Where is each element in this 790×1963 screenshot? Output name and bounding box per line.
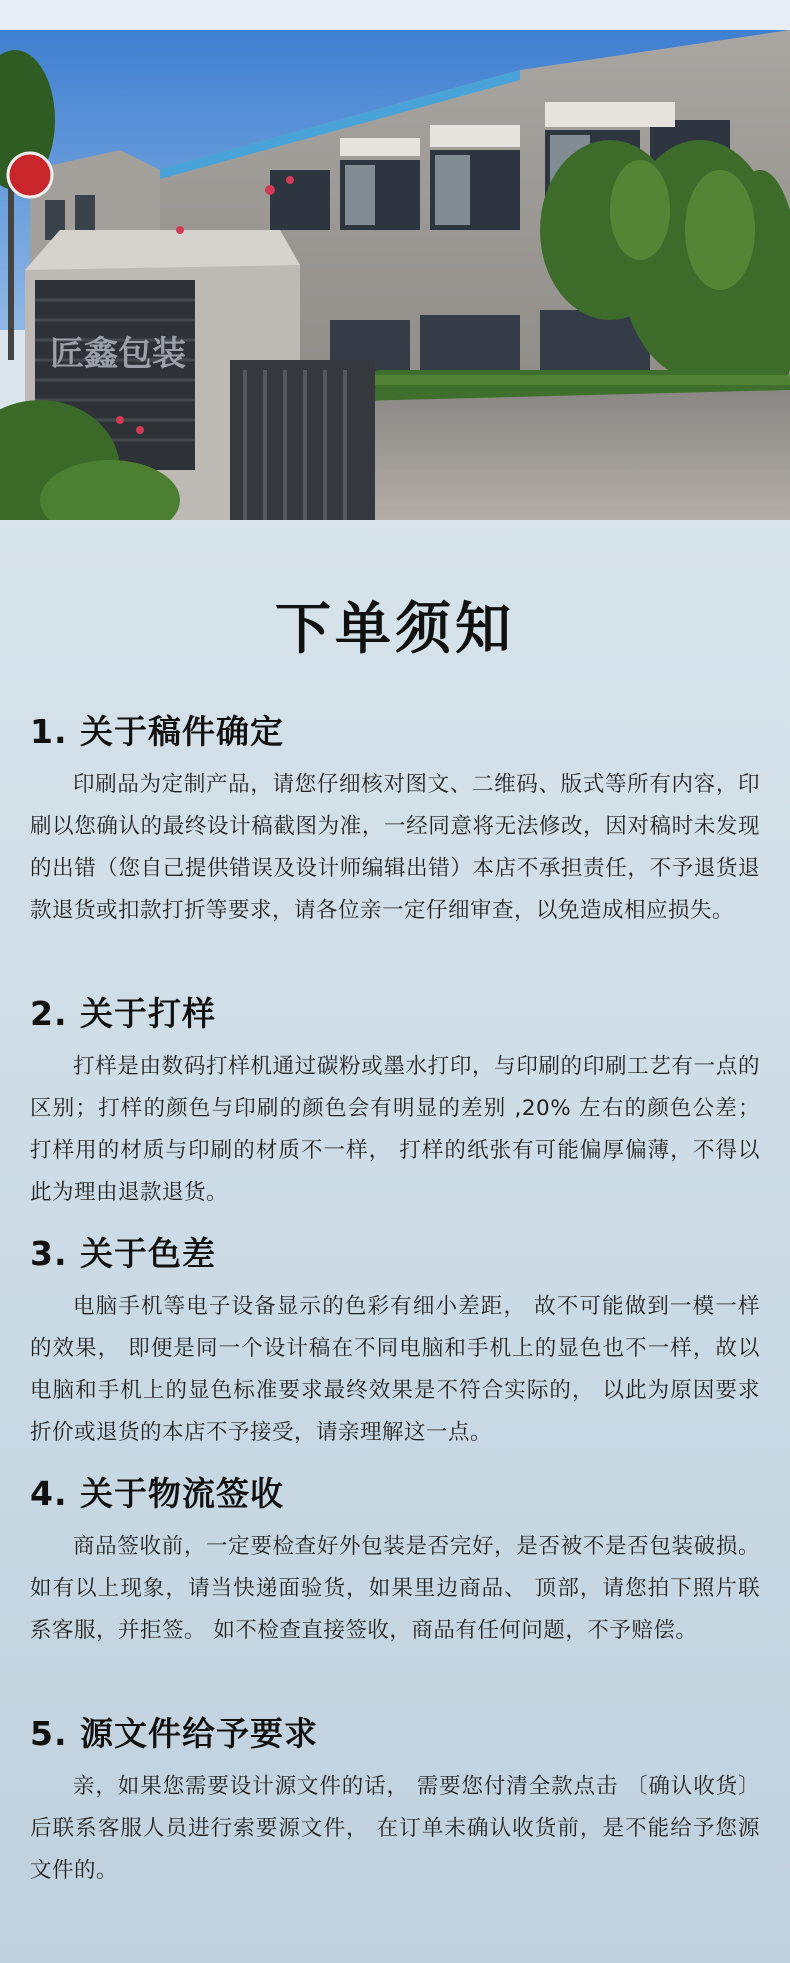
section-body: 亲，如果您需要设计源文件的话， 需要您付清全款点击 〔确认收货〕 后联系客服人员进行索要源文件， 在订单未确认收货前，是不能给予您源文件的。 [30,1774,760,1883]
section-heading: 3. 关于色差 [30,1234,216,1273]
section-body: 电脑手机等电子设备显示的色彩有细小差距， 故不可能做到一模一样的效果， 即便是同一个设计稿在不同电脑和手机上的显色也不一样，故以电脑和手机上的显色标准要求最终效果是不符合实际的， 以此为原因要求折价或退货的本店不予接受，请亲理解这一点。 [30,1294,760,1445]
page-title: 下单须知 [275,597,515,662]
top-strip [0,0,790,30]
section-body: 印刷品为定制产品，请您仔细核对图文、二维码、版式等所有内容，印刷以您确认的最终设计稿截图为准，一经同意将无法修改，因对稿时未发现的出错（您自己提供错误及设计师编辑出错）本店不承担责任，不予退货退款退货或扣款打折等要求，请各位亲一定仔细审查，以免造成相应损失。 [30,772,760,923]
section-logistics-receipt [30,1472,760,1652]
section-heading: 2. 关于打样 [30,994,216,1033]
section-heading: 5. 源文件给予要求 [30,1714,318,1753]
section-source-files [30,1712,760,1892]
section-body: 打样是由数码打样机通过碳粉或墨水打印，与印刷的印刷工艺有一点的区别；打样的颜色与印刷的颜色会有明显的差别 ,20% 左右的颜色公差；打样用的材质与印刷的材质不一样， 打样的纸张有可能偏厚偏薄，不得以此为理由退款退货。 [30,1054,760,1205]
section-body: 商品签收前，一定要检查好外包装是否完好，是否被不是否包装破损。 如有以上现象，请当快递面验货，如果里边商品、 顶部，请您拍下照片联系客服，并拒签。 如不检查直接签收，商品有任何问题，不予赔偿。 [30,1534,760,1643]
section-proofing [30,992,760,1214]
factory-sign-text: 匠鑫包装 [50,334,186,374]
section-heading: 4. 关于物流签收 [30,1474,284,1513]
section-draft-confirmation [30,710,760,932]
factory-photo [0,30,790,520]
section-heading: 1. 关于稿件确定 [30,712,284,751]
section-color-difference [30,1232,760,1454]
